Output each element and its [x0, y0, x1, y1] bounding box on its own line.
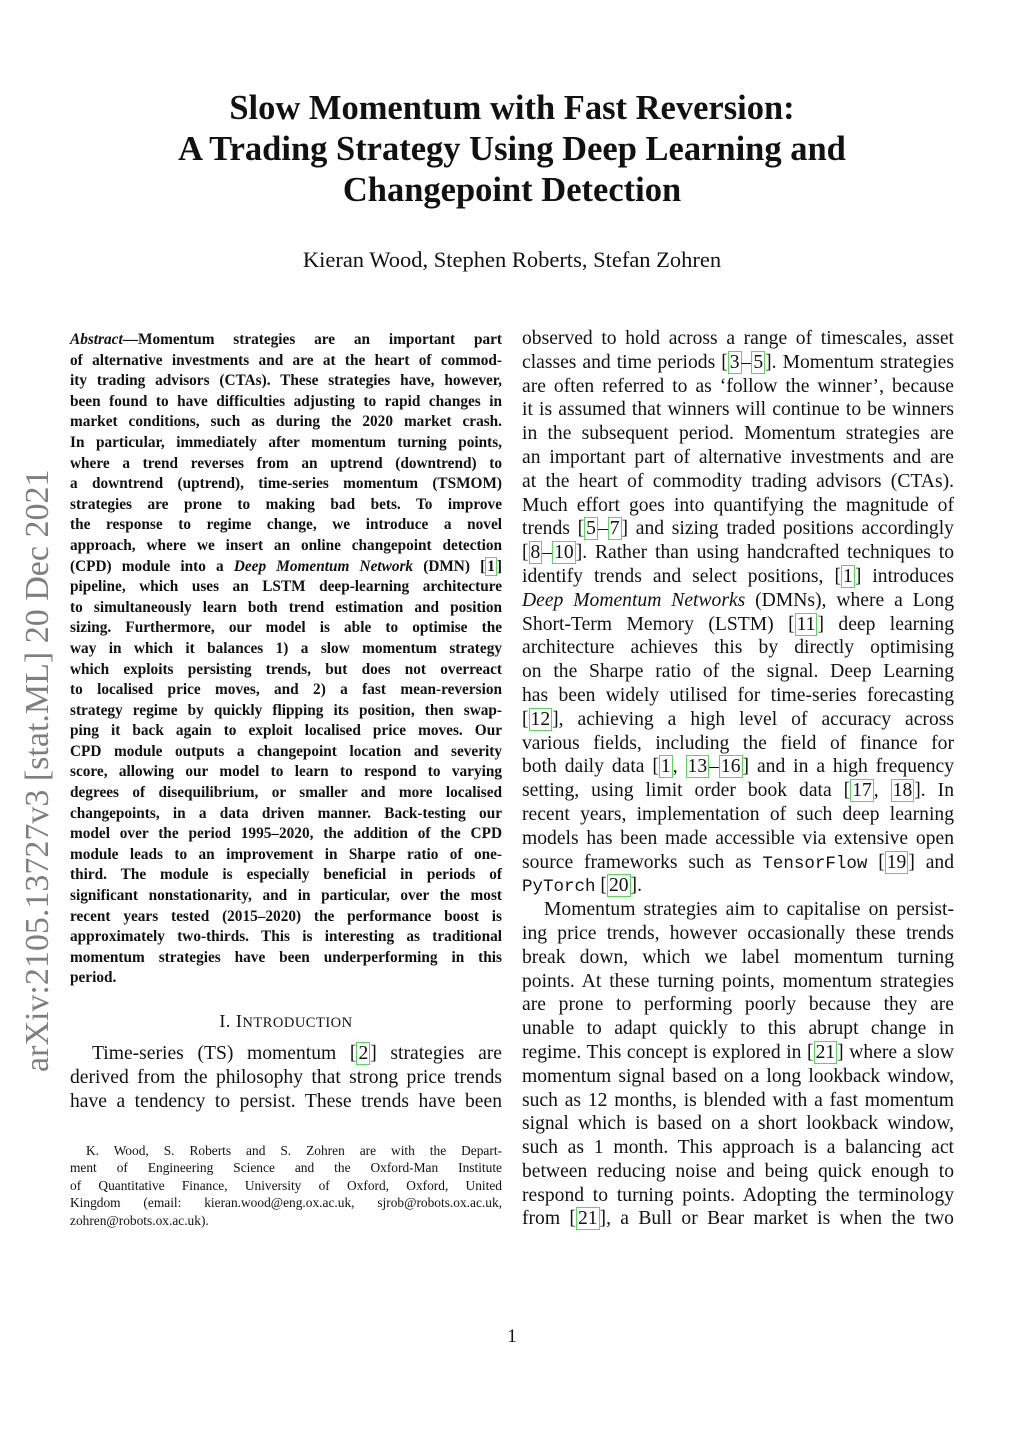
text-line: have a tendency to persist. These trends have been [70, 1090, 502, 1112]
text-line: Deep Momentum Networks (DMNs), where a Long [522, 589, 955, 611]
abstract-line: the response to regime change, we introduce a novel [70, 516, 502, 534]
author-list: Kieran Wood, Stephen Roberts, Stefan Zohren [302, 247, 722, 272]
text-line: recent years, implementation of such deep learning [522, 803, 954, 825]
citation-link[interactable]: 2 [358, 1043, 369, 1064]
abstract-line: changepoints, in a data driven manner. Back-testing our [70, 804, 502, 822]
abstract-line: CPD module outputs a changepoint location and severity [70, 742, 502, 760]
text-line: unable to adapt quickly to this abrupt change in [522, 1018, 954, 1040]
abstract-line: of alternative investments and are at the heart of commod- [70, 351, 502, 369]
abstract [70, 330, 502, 989]
citation-link[interactable]: 7 [609, 518, 620, 540]
abstract-line: ity trading advisors (CTAs). These strategies have, however, [70, 372, 502, 390]
citation-link[interactable]: 10 [554, 542, 574, 564]
text-line: an important part of alternative investments and are [522, 446, 954, 468]
citation-link[interactable]: 13 [687, 756, 708, 778]
text-line: classes and time periods [ 3 – 5 ]. Momentum strategies [522, 351, 954, 373]
title-line-3: Changepoint Detection [342, 171, 682, 209]
citation-link[interactable]: 1 [660, 756, 671, 778]
citation-link[interactable]: 1 [843, 565, 853, 587]
abstract-line: ping it back again to exploit localised price moves. Our [70, 722, 502, 740]
text-line: architecture achieves this by directly optimising [522, 637, 954, 659]
citation-link[interactable]: 21 [577, 1208, 598, 1230]
right-column [522, 327, 954, 1231]
text-line: Much effort goes into quantifying the magnitude of [522, 494, 954, 516]
citation-link[interactable]: 19 [886, 851, 907, 873]
text-line: break down, which we label momentum turning [522, 946, 954, 968]
text-line: trends [ 5 – 7 ] and sizing traded positions accordingly [522, 518, 954, 540]
text-line: PyTorch [ 20 ]. [522, 875, 642, 898]
abstract-line: sizing. Furthermore, our model is able to optimise the [70, 619, 502, 637]
abstract-line: market conditions, such as during the 2020 market crash. [70, 413, 502, 431]
abstract-line: to localised price moves, and 2) a fast mean-reversion [70, 681, 502, 699]
text-line: regime. This concept is explored in [ 21 ] where a slow [522, 1041, 954, 1063]
citation-link[interactable]: 16 [720, 756, 741, 778]
text-line: Momentum strategies aim to capitalise on persist- [544, 899, 954, 921]
text-line: are prone to performing poorly because they are [522, 994, 954, 1016]
footnote-line: of Quantitative Finance, University of Oxford, Oxford, United [70, 1177, 502, 1193]
citation-link[interactable]: 20 [608, 875, 629, 897]
citation-link[interactable]: 8 [530, 542, 541, 564]
abstract-line: a downtrend (uptrend), time-series momentum (TSMOM) [70, 475, 502, 493]
text-line: momentum signal based on a long lookback window, [522, 1065, 954, 1087]
citation-link[interactable]: 18 [892, 780, 913, 802]
abstract-line: momentum strategies have been underperforming in this [70, 948, 502, 966]
citation-link[interactable]: 5 [586, 518, 596, 540]
abstract-line: strategies are prone to making bad bets. To improve [70, 495, 502, 513]
text-line: points. At these turning points, momentum strategies [522, 970, 954, 992]
footnote-line: zohren@robots.ox.ac.uk). [70, 1212, 209, 1228]
text-line: ing price trends, however occasionally these trends [522, 922, 954, 944]
text-line: source frameworks such as TensorFlow [ 19 ] and [522, 851, 954, 874]
citation-link[interactable]: 12 [530, 708, 551, 730]
abstract-line: approach, where we insert an online changepoint detection [70, 536, 502, 554]
title-line-1: Slow Momentum with Fast Reversion: [229, 89, 795, 127]
text-line: between reducing noise and being quick enough to [522, 1160, 954, 1182]
left-column [70, 330, 502, 1113]
title-line-2: A Trading Strategy Using Deep Learning and [178, 130, 846, 168]
footnote-line: Kingdom (email: kieran.wood@eng.ox.ac.uk, sjrob@robots.ox.ac.uk, [70, 1195, 502, 1211]
text-line: in the subsequent period. Momentum strategies are [522, 423, 954, 445]
abstract-line: approximately two-thirds. This is interesting as traditional [70, 928, 502, 946]
page-number: 1 [507, 1326, 517, 1347]
text-line: derived from the philosophy that strong price trends [70, 1066, 502, 1088]
abstract-line: which exploits persisting trends, but does not overreact [70, 660, 502, 678]
abstract-line: pipeline, which uses an LSTM deep-learning architecture [70, 578, 502, 596]
abstract-line: module leads to an improvement in Sharpe ratio of one- [70, 845, 502, 863]
text-line: models has been made accessible via extensive open [522, 827, 954, 849]
citation-link[interactable]: 1 [487, 557, 495, 575]
text-line: signal which is based on a short lookback window, [522, 1113, 954, 1135]
footnote [70, 1142, 502, 1229]
text-line: such as 1 month. This approach is a balancing act [522, 1137, 954, 1159]
abstract-line: way in which it balances 1) a slow momentum strategy [70, 639, 502, 657]
abstract-line: where a trend reverses from an uptrend (downtrend) to [70, 454, 502, 472]
intro-left-text [70, 1042, 502, 1113]
text-line: [ 8 – 10 ]. Rather than using handcrafted techniques to [522, 542, 954, 564]
abstract-line: In particular, immediately after momentum turning points, [70, 433, 502, 451]
paper-title [100, 88, 924, 211]
abstract-line: Abstract—Momentum strategies are an important part [70, 331, 502, 348]
citation-link[interactable]: 21 [815, 1041, 836, 1063]
text-line: at the heart of commodity trading advisors (CTAs). [522, 470, 954, 492]
text-line: on the Sharpe ratio of the signal. Deep Learning [522, 661, 954, 683]
abstract-line: third. The module is especially beneficial in periods of [70, 866, 502, 884]
citation-link[interactable]: 11 [796, 613, 816, 635]
text-line: has been widely utilised for time-series forecasting [522, 684, 954, 706]
arxiv-stamp: arXiv:2105.13727v3 [stat.ML] 20 Dec 2021 [19, 469, 56, 1072]
text-line: identify trends and select positions, [ 1 ] introduces [522, 565, 954, 587]
text-line: such as 12 months, is blended with a fast momentum [522, 1089, 954, 1111]
citation-link[interactable]: 17 [852, 780, 872, 802]
text-line: various fields, including the field of finance for [522, 732, 954, 754]
abstract-line: degrees of disequilibrium, or smaller and more localised [70, 784, 502, 802]
text-line: both daily data [ 1 , 13 – 16 ] and in a high frequency [522, 756, 954, 778]
abstract-line: model over the period 1995–2020, the addition of the CPD [70, 825, 502, 843]
abstract-line: to simultaneously learn both trend estimation and position [70, 598, 502, 616]
abstract-line: period. [70, 969, 117, 987]
abstract-label: Abstract [70, 331, 123, 348]
text-line: are often referred to as ‘follow the winner’, because [522, 375, 954, 397]
abstract-line: significant nonstationarity, and in particular, over the most [70, 887, 502, 905]
footnote-line: ment of Engineering Science and the Oxford-Man Institute [70, 1160, 502, 1176]
citation-link[interactable]: 3 [729, 351, 740, 373]
abstract-line: (CPD) module into a Deep Momentum Network (DMN) [ 1 ] [70, 557, 502, 575]
text-line: setting, using limit order book data [ 17 , 18 ]. In [522, 780, 954, 802]
footnote-line: K. Wood, S. Roberts and S. Zohren are with the Depart- [86, 1143, 502, 1158]
abstract-line: been found to have difficulties adjusting to rapid changes in [70, 392, 502, 410]
text-line: it is assumed that winners will continue to be winners [522, 399, 954, 421]
text-line: respond to turning points. Adopting the terminology [522, 1184, 954, 1206]
text-line: Time-series (TS) momentum [ 2 ] strategies are [92, 1043, 502, 1064]
text-line: observed to hold across a range of timescales, asset [522, 328, 954, 349]
abstract-line: score, allowing our model to learn to respond to varying [70, 763, 502, 781]
text-line: Short-Term Memory (LSTM) [ 11 ] deep learning [522, 613, 954, 635]
abstract-line: strategy regime by quickly flipping its position, then swap- [70, 701, 502, 719]
text-line: [ 12 ], achieving a high level of accuracy across [522, 708, 954, 730]
text-line: from [ 21 ], a Bull or Bear market is when the two [522, 1208, 954, 1230]
section-heading-introduction: I. INTRODUCTION [219, 1011, 353, 1031]
citation-link[interactable]: 5 [753, 351, 764, 373]
abstract-line: recent years tested (2015–2020) the performance boost is [70, 907, 502, 925]
